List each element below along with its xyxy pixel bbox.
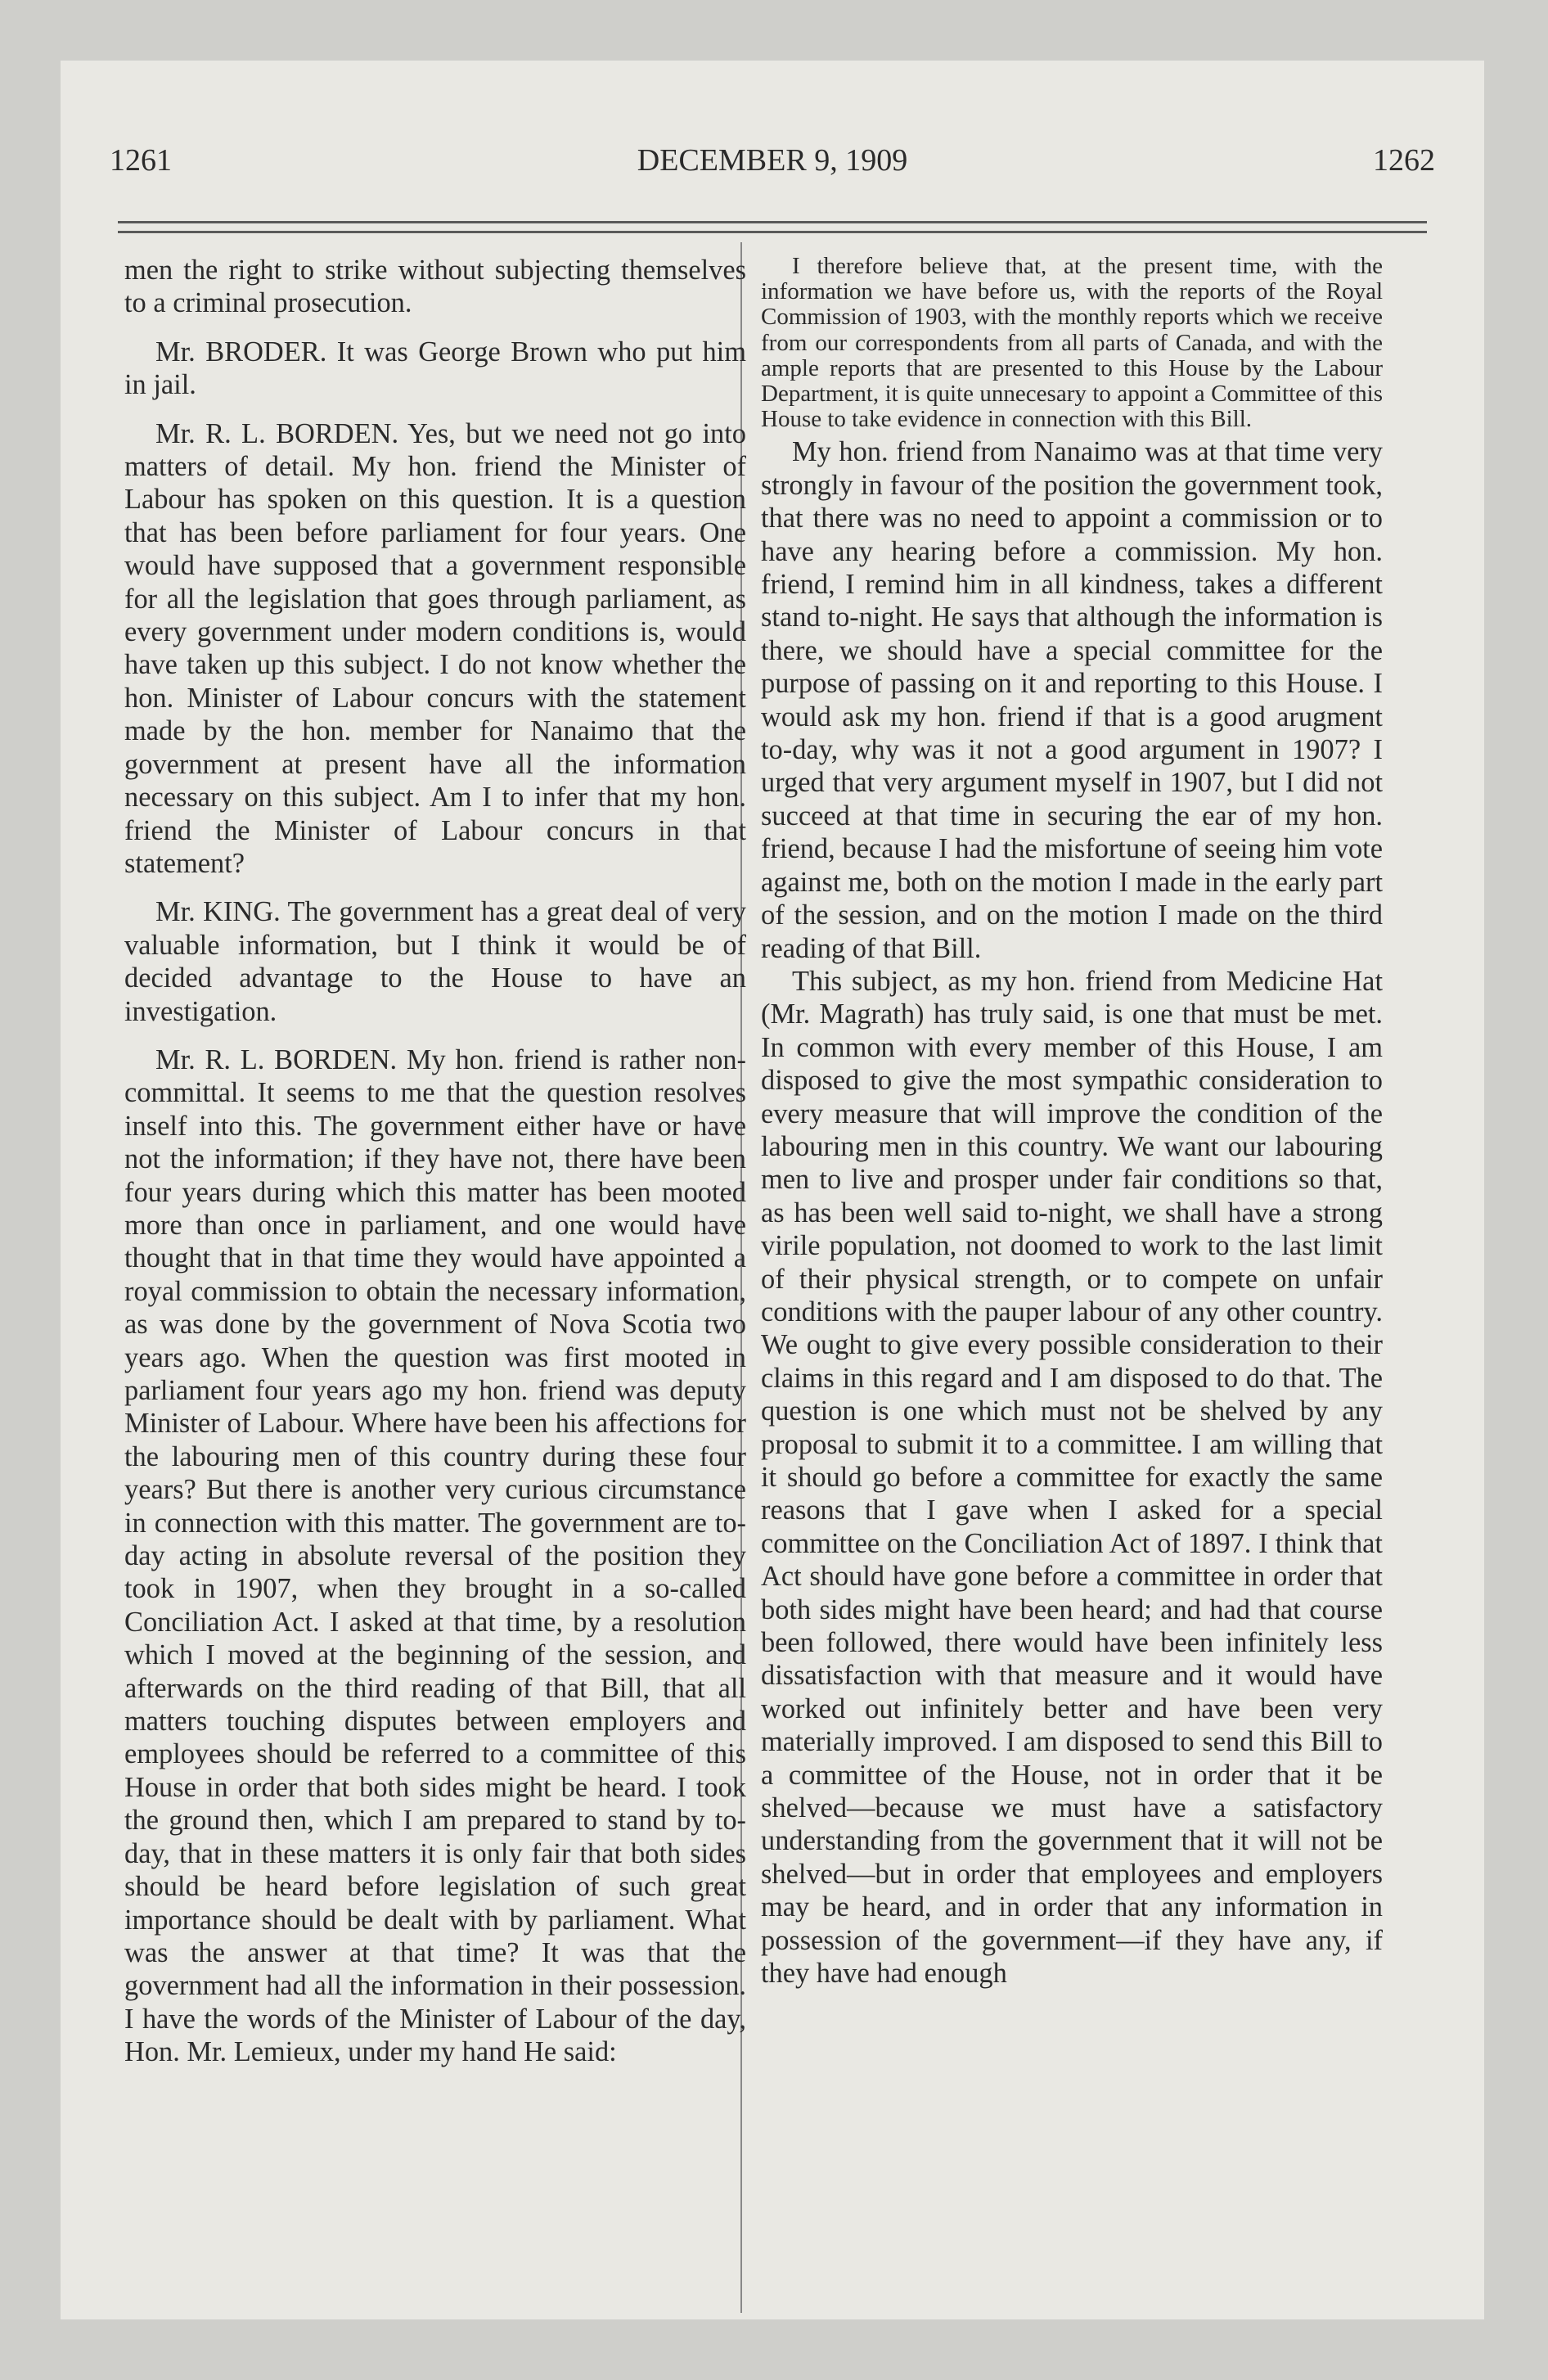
header-rule-top <box>118 221 1427 223</box>
left-page-number: 1261 <box>110 143 172 178</box>
right-column <box>761 254 1383 1990</box>
page-date-title: DECEMBER 9, 1909 <box>637 143 908 178</box>
left-paragraph: Mr. R. L. BORDEN. My hon. friend is rather non-committal. It seems to me that the question resolves inself into this. The government either have or have not the information; if they have not, there have been four years during which this matter has been mooted more than once in parliament, and one would have thought that in that time they would have appointed a royal commission to obtain the necessary information, as was done by the government of Nova Scotia two years ago. When the question was first mooted in parliament four years ago my hon. friend was deputy Minister of Labour. Where have been his affections for the labouring men of this country during these four years? But there is another very curious circumstance in connection with this matter. The government are to-day acting in absolute reversal of the position they took in 1907, when they brought in a so-called Conciliation Act. I asked at that time, by a resolution which I moved at the beginning of the session, and afterwards on the third reading of that Bill, that all matters touching disputes between employers and employees should be referred to a committee of this House in order that both sides might be heard. I took the ground then, which I am prepared to stand by to-day, that in these matters it is only fair that both sides should be heard before legislation of such great importance should be dealt with by parliament. What was the answer at that time? It was that the government had all the information in their possession. I have the words of the Minister of Labour of the day, Hon. Mr. Lemieux, under my hand He said: <box>124 1044 746 2068</box>
left-paragraph: men the right to strike without subjecting themselves to a criminal prosecution. <box>124 255 746 319</box>
left-column <box>124 254 746 2069</box>
right-page-number: 1262 <box>1373 143 1435 178</box>
left-paragraph: Mr. R. L. BORDEN. Yes, but we need not go into matters of detail. My hon. friend the Minister of Labour has spoken on this question. It is a question that has been before parliament for four years. One would have supposed that a government responsible for all the legislation that goes through parliament, as every government under modern conditions is, would have taken up this subject. I do not know whether the hon. Minister of Labour concurs with the statement made by the hon. member for Nanaimo that the government at present have all the information necessary on this subject. Am I to infer that my hon. friend the Minister of Labour concurs in that statement? <box>124 417 746 879</box>
right-paragraph: My hon. friend from Nanaimo was at that time very strongly in favour of the position the government took, that there was no need to appoint a commission or to have any hearing before a commission. My hon. friend, I remind him in all kindness, takes a different stand to-night. He says that although the information is there, we should have a special committee for the purpose of passing on it and reporting to this House. I would ask my hon. friend if that is a good arugment to-day, why was it not a good argument in 1907? I urged that very argument myself in 1907, but I did not succeed at that time in securing the ear of my hon. friend, because I had the misfortune of seeing him vote against me, both on the motion I made in the early part of the session, and on the motion I made on the third reading of that Bill. <box>761 436 1383 964</box>
page-sheet <box>61 61 1484 2319</box>
left-paragraph: Mr. BRODER. It was George Brown who put him in jail. <box>124 336 746 401</box>
page-header <box>61 142 1484 183</box>
right-paragraph: This subject, as my hon. friend from Medicine Hat (Mr. Magrath) has truly said, is one that must be met. In common with every member of this House, I am disposed to give the most sympathic consideration to every measure that will improve the condition of the labouring men in this country. We want our labouring men to live and prosper under fair conditions so that, as has been well said to-night, we shall have a strong virile population, not doomed to work to the last limit of their physical strength, or to compete on unfair conditions with the pauper labour of any other country. We ought to give every possible consideration to their claims in this regard and I am disposed to do that. The question is one which must not be shelved by any proposal to submit it to a committee. I am willing that it should go before a committee for exactly the same reasons that I gave when I asked for a special committee on the Conciliation Act of 1897. I think that Act should have gone before a committee in order that both sides might have been heard; and had that course been followed, there would have been infinitely less dissatisfaction with that measure and it would have worked out infinitely better and have been very materially improved. I am disposed to send this Bill to a committee of the House, not in order that it be shelved—because we must have a satisfactory understanding from the government that it will not be shelved—but in order that employees and employers may be heard, and in order that any information in possession of the government—if they have any, if they have had enough <box>761 965 1383 1990</box>
quoted-passage: I therefore believe that, at the present time, with the information we have before us, with the reports of the Royal Commission of 1903, with the monthly reports which we receive from our correspondents from all parts of Canada, and with the ample reports that are presented to this House by the Labour Department, it is quite unnecesary to appoint a Committee of this House to take evidence in connection with this Bill. <box>761 253 1383 433</box>
header-rule-bottom <box>118 231 1427 233</box>
left-paragraph: Mr. KING. The government has a great deal of very valuable information, but I think it would be of decided advantage to the House to have an investigation. <box>124 896 746 1027</box>
